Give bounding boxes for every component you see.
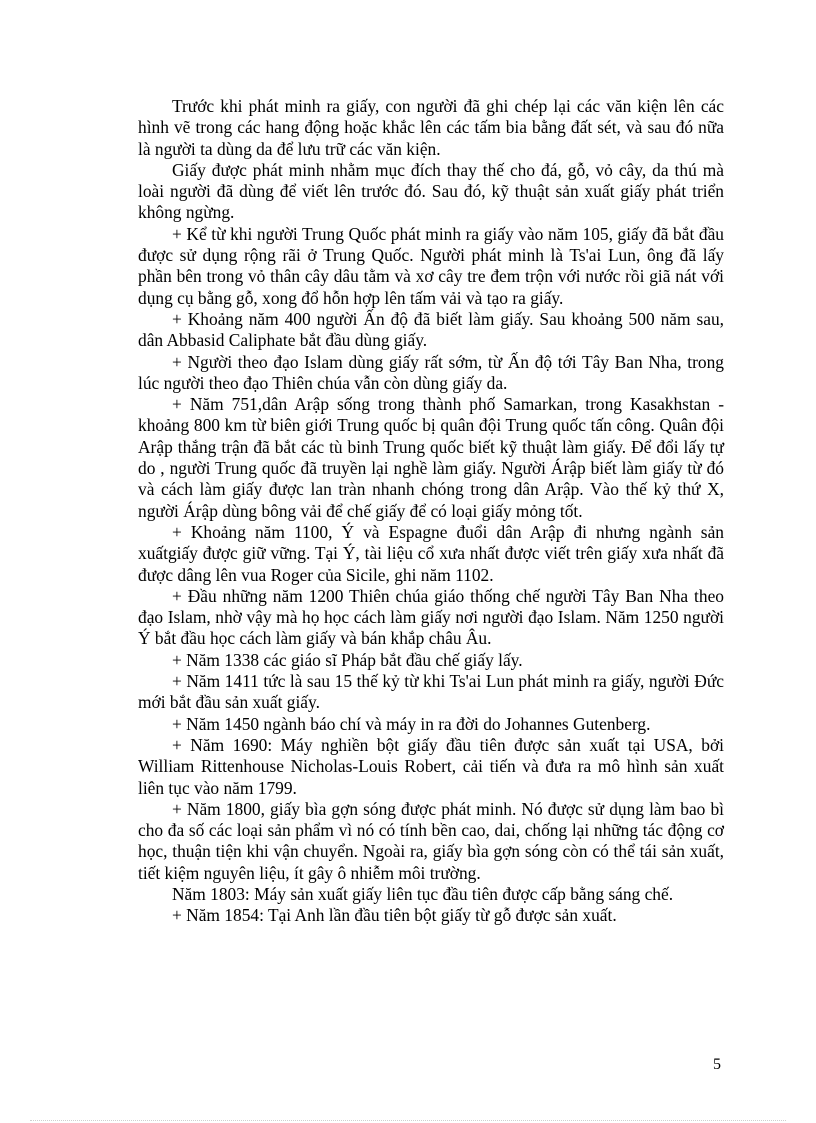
paragraph-year-1800: + Năm 1800, giấy bìa gợn sóng được phát minh. Nó được sử dụng làm bao bì cho đa số các loại sản phẩm vì nó có tính bền cao, dai, chống lại những tác động cơ học, thuận tiện khi vận chuyển. Ngoài ra, giấy bìa gợn sóng còn có thể tái sản xuất, tiết kiệm nguyên liệu, ít gây ô nhiễm môi trường. [138, 798, 724, 883]
paragraph-china-105: + Kể từ khi người Trung Quốc phát minh ra giấy vào năm 105, giấy đã bắt đầu được sử dụng rộng rãi ở Trung Quốc. Người phát minh là Ts'ai Lun, ông đã lấy phần bên trong vỏ thân cây dâu tằm và xơ cây tre đem trộn với nước rồi giã nát với dụng cụ bằng gỗ, xong đổ hỗn hợp lên tấm vải và tạo ra giấy. [138, 223, 724, 308]
paragraph-year-1690: + Năm 1690: Máy nghiền bột giấy đầu tiên được sản xuất tại USA, bởi William Rittenhouse Nicholas-Louis Robert, cải tiến và đưa ra mô hình sản xuất liên tục vào năm 1799. [138, 734, 724, 798]
paragraph-year-1338: + Năm 1338 các giáo sĩ Pháp bắt đầu chế giấy lấy. [172, 649, 523, 670]
paragraph-year-1854: + Năm 1854: Tại Anh lần đầu tiên bột giấy từ gỗ được sản xuất. [172, 905, 617, 926]
paragraph-intro: Trước khi phát minh ra giấy, con người đã ghi chép lại các văn kiện lên các hình vẽ trong các hang động hoặc khắc lên các tấm bia bằng đất sét, và sau đó nữa là người ta dùng da để lưu trữ các văn kiện. [138, 96, 724, 159]
page-number: 5 [713, 1056, 721, 1073]
paragraph-year-1411: + Năm 1411 tức là sau 15 thế kỷ từ khi Ts'ai Lun phát minh ra giấy, người Đức mới bắt đầu sản xuất giấy. [138, 671, 724, 713]
paragraph-year-1803: Năm 1803: Máy sản xuất giấy liên tục đầu tiên được cấp bằng sáng chế. [172, 883, 674, 904]
paragraph-year-1100: + Khoảng năm 1100, Ý và Espagne đuổi dân Arập đi nhưng ngành sản xuấtgiấy được giữ vững. Tại Ý, tài liệu cổ xưa nhất được viết trên giấy xưa nhất đã được dâng lên vua Roger của Sicile, ghi năm 1102. [138, 521, 724, 585]
paragraph-year-1200: + Đầu những năm 1200 Thiên chúa giáo thống chế người Tây Ban Nha theo đạo Islam, nhờ vậy mà họ học cách làm giấy nơi người đạo Islam. Năm 1250 người Ý bắt đầu học cách làm giấy và bán khắp châu Âu. [138, 585, 724, 649]
document-body [138, 96, 724, 927]
paragraph-invention-purpose: Giấy được phát minh nhằm mục đích thay thế cho đá, gỗ, vỏ cây, da thú mà loài người đã dùng để viết lên trước đó. Sau đó, kỹ thuật sản xuất giấy phát triển không ngừng. [138, 159, 724, 223]
paragraph-islam: + Người theo đạo Islam dùng giấy rất sớm, từ Ấn độ tới Tây Ban Nha, trong lúc người theo đạo Thiên chúa vẫn còn dùng giấy da. [138, 351, 724, 393]
paragraph-india-400: + Khoảng năm 400 người Ấn độ đã biết làm giấy. Sau khoảng 500 năm sau, dân Abbasid Caliphate bắt đầu dùng giấy. [138, 308, 724, 351]
paragraph-year-1450: + Năm 1450 ngành báo chí và máy in ra đời do Johannes Gutenberg. [172, 713, 651, 734]
footer-divider [30, 1120, 786, 1121]
paragraph-year-751: + Năm 751,dân Arập sống trong thành phố Samarkan, trong Kasakhstan -khoảng 800 km từ biên giới Trung quốc bị quân đội Trung quốc tấn công. Quân đội Arập thắng trận đã bắt các tù binh Trung quốc biết kỹ thuật làm giấy. Để đổi lấy tự do , người Trung quốc đã truyền lại nghề làm giấy. Người Árập biết làm giấy từ đó và cách làm giấy được lan tràn nhanh chóng trong dân Arập. Vào thế kỷ thứ X, người Árập dùng bông vải để chế giấy để có loại giấy mỏng tốt. [138, 394, 724, 521]
